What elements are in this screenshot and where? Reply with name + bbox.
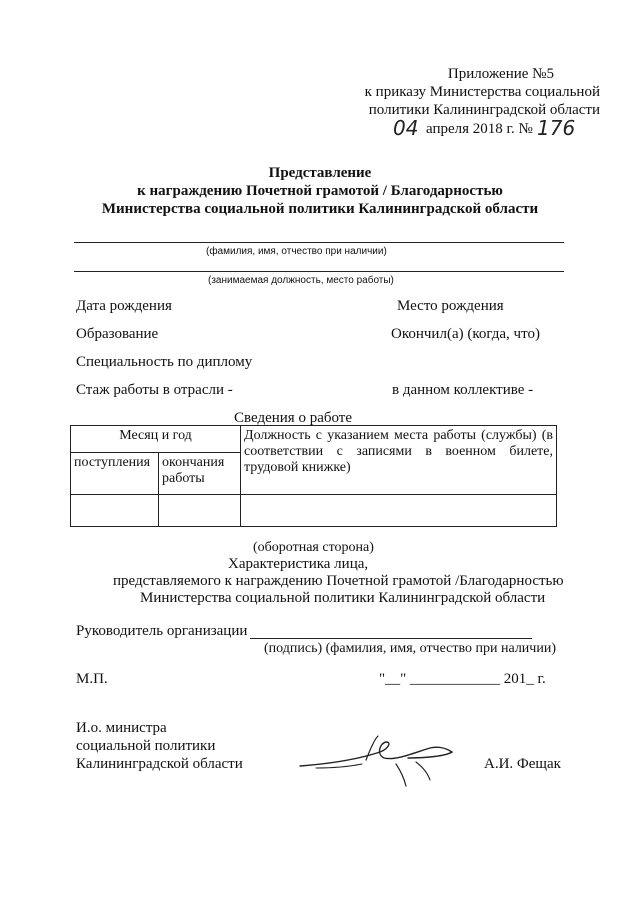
title-award-line: к награждению Почетной грамотой / Благодарностью — [137, 183, 503, 199]
appendix-label: Приложение №5 — [447, 66, 554, 82]
fio-caption: (фамилия, имя, отчество при наличии) — [206, 246, 387, 257]
empty-cell — [241, 495, 557, 527]
head-label: Руководитель организации — [76, 623, 248, 639]
date-template: "__" ____________ 201_ г. — [379, 671, 546, 687]
empty-cell — [71, 495, 159, 527]
work-table-caption: Сведения о работе — [234, 410, 353, 426]
stamp-label: М.П. — [76, 671, 108, 687]
title-ministry-line: Министерства социальной политики Калининградской области — [101, 201, 539, 217]
signer-title-line2: социальной политики — [76, 738, 216, 754]
position-line — [74, 271, 564, 272]
characteristic-ministry-line: Министерства социальной политики Калининградской области — [140, 590, 546, 606]
month-year-header: Месяц и год — [71, 426, 241, 453]
work-history-table — [70, 425, 557, 527]
start-header: поступления — [71, 453, 159, 495]
education-label: Образование — [76, 326, 159, 342]
handwritten-order-number: 176 — [537, 116, 576, 140]
ministry-reference-line: политики Калининградской области — [368, 102, 600, 118]
characteristic-award-line: представляемого к награждению Почетной грамотой /Благодарностью — [113, 573, 564, 589]
signer-name: А.И. Фещак — [484, 756, 561, 772]
signer-title-line1: И.о. министра — [76, 720, 167, 736]
head-signature-line — [250, 638, 532, 639]
head-caption: (подпись) (фамилия, имя, отчество при наличии) — [264, 641, 556, 656]
birth-place-label: Место рождения — [397, 298, 504, 314]
document-title: Представление — [268, 165, 372, 181]
birth-date-label: Дата рождения — [76, 298, 172, 314]
graduated-label: Окончил(а) (когда, что) — [391, 326, 540, 342]
fio-line — [74, 242, 564, 243]
handwritten-signature — [296, 730, 466, 790]
empty-cell — [159, 495, 241, 527]
specialty-label: Специальность по диплому — [76, 354, 253, 370]
order-date-text: апреля 2018 г. № — [426, 121, 533, 137]
experience-industry-label: Стаж работы в отрасли - — [76, 382, 233, 398]
signer-title-line3: Калининградской области — [76, 756, 243, 772]
characteristic-title: Характеристика лица, — [228, 556, 369, 572]
reverse-side-note: (оборотная сторона) — [253, 540, 374, 555]
end-header: окончания работы — [159, 453, 241, 495]
experience-team-label: в данном коллективе - — [392, 382, 534, 398]
order-reference-line: к приказу Министерства социальной — [364, 84, 600, 100]
position-caption: (занимаемая должность, место работы) — [208, 275, 394, 286]
position-header: Должность с указанием места работы (службы) (в соответствии с записями в военном билете, трудовой книжке) — [241, 426, 557, 495]
handwritten-day: 04 — [393, 116, 419, 140]
